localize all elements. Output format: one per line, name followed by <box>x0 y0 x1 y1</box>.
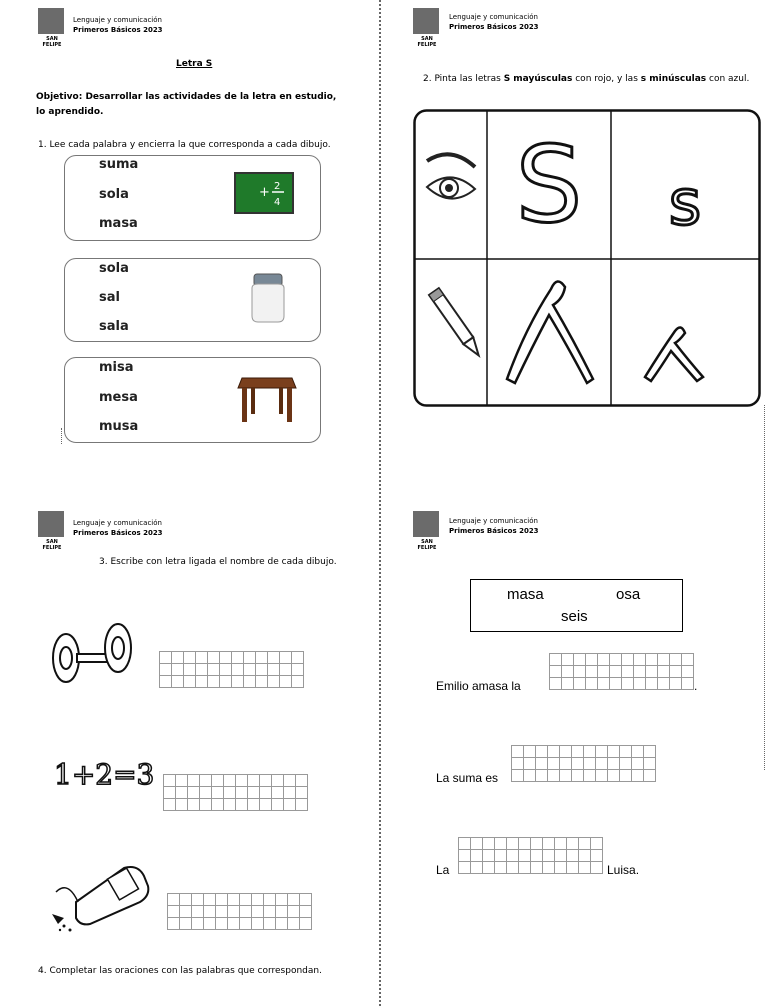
header-subject: Lenguaje y comunicación <box>73 519 162 527</box>
writing-grid[interactable] <box>167 893 312 930</box>
writing-grid[interactable] <box>159 651 304 688</box>
question-1: 1. Lee cada palabra y encierra la que corresponda a cada dibujo. <box>38 140 331 150</box>
header <box>73 518 163 538</box>
svg-text:+: + <box>259 185 270 200</box>
sentence-1-end: . <box>694 679 698 693</box>
salt-shaker-icon <box>248 272 288 324</box>
question-4: 4. Completar las oraciones con las palabras que correspondan. <box>38 966 322 976</box>
word-option[interactable]: suma <box>99 157 139 172</box>
header-grade: Primeros Básicos 2023 <box>73 26 163 34</box>
header <box>449 516 539 536</box>
sentence-3-start: La <box>436 863 450 877</box>
writing-grid[interactable] <box>163 774 308 811</box>
word-option[interactable]: sola <box>99 187 129 202</box>
svg-text:2: 2 <box>274 181 281 192</box>
letter-grid <box>413 109 761 407</box>
right-edge-divider <box>764 405 765 770</box>
header-subject: Lenguaje y comunicación <box>73 16 162 24</box>
question-2: 2. Pinta las letras S mayúsculas con rojo, y las s minúsculas con azul. <box>423 74 750 84</box>
weight-icon <box>50 620 136 690</box>
word-bank-item: osa <box>616 586 641 603</box>
sentence-1-start: Emilio amasa la <box>436 679 521 693</box>
word-option[interactable]: musa <box>99 419 139 434</box>
writing-grid[interactable] <box>458 837 603 874</box>
word-option[interactable]: sala <box>99 319 129 334</box>
sentence-3-end: Luisa. <box>607 863 640 877</box>
word-bank-item: seis <box>561 608 588 625</box>
sentence-2-start: La suma es <box>436 771 499 785</box>
letter-S: S <box>515 124 583 246</box>
svg-text:1+2=3: 1+2=3 <box>54 758 154 791</box>
header-grade: Primeros Básicos 2023 <box>449 527 539 535</box>
table-icon <box>236 374 298 424</box>
writing-grid[interactable] <box>549 653 694 690</box>
school-logo: SAN FELIPE <box>36 8 68 48</box>
word-option[interactable]: masa <box>99 216 138 231</box>
writing-grid[interactable] <box>511 745 656 782</box>
word-option[interactable]: sal <box>99 290 120 305</box>
letter-s: s <box>668 166 702 239</box>
header <box>449 12 539 32</box>
word-option[interactable]: mesa <box>99 390 138 405</box>
page-divider <box>379 0 381 1006</box>
page-title: Letra S <box>176 59 213 69</box>
salt-bottle-icon <box>50 862 150 932</box>
sum-icon <box>54 756 154 792</box>
header <box>73 15 163 35</box>
header-subject: Lenguaje y comunicación <box>449 517 538 525</box>
word-option[interactable]: misa <box>99 360 134 375</box>
school-logo: SAN FELIPE <box>411 511 443 551</box>
header-grade: Primeros Básicos 2023 <box>449 23 539 31</box>
margin-mark <box>61 428 62 444</box>
chalkboard-icon <box>234 172 294 214</box>
header-subject: Lenguaje y comunicación <box>449 13 538 21</box>
school-logo: SAN FELIPE <box>36 511 68 551</box>
word-bank-item: masa <box>507 586 544 603</box>
svg-text:4: 4 <box>274 197 281 208</box>
school-logo: SAN FELIPE <box>411 8 443 48</box>
header-grade: Primeros Básicos 2023 <box>73 529 163 537</box>
word-option[interactable]: sola <box>99 261 129 276</box>
question-3: 3. Escribe con letra ligada el nombre de cada dibujo. <box>99 557 337 567</box>
objective: Objetivo: Desarrollar las actividades de la letra en estudio, lo aprendido. <box>36 92 337 117</box>
